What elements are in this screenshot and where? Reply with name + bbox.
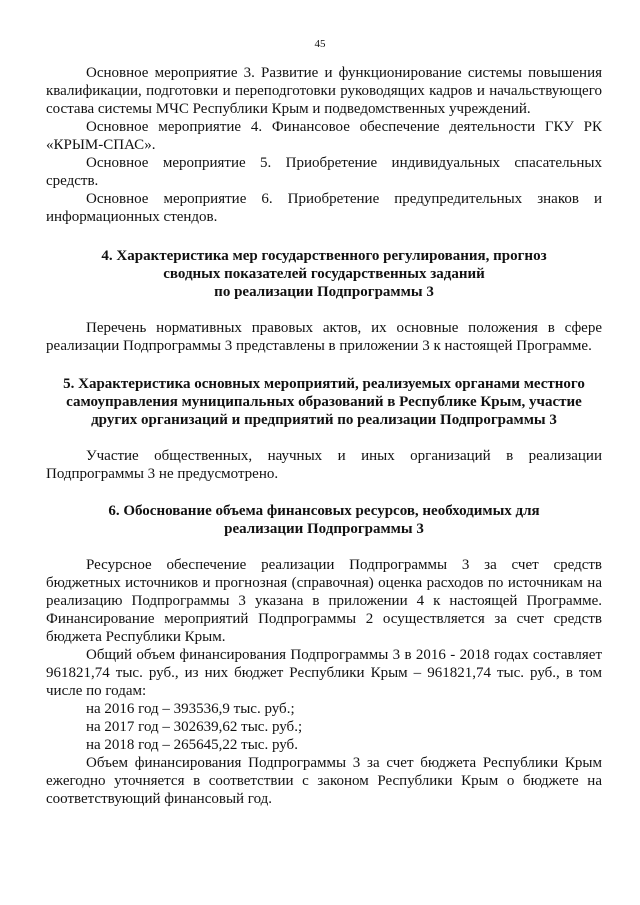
section-5-paragraph: Участие общественных, научных и иных организаций в реализации Подпрограммы 3 не предусмотрено. [46,448,602,482]
section-6-heading-line: 6. Обоснование объема финансовых ресурсов, необходимых для [108,503,540,519]
section-6-heading [46,502,602,538]
section-6-paragraph-annual: Объем финансирования Подпрограммы 3 за счет бюджета Республики Крым ежегодно уточняется в соответствии с законом Республики Крым о бюджете на соответствующий финансовый год. [46,755,602,807]
page-content [46,64,602,808]
page-number: 45 [314,38,326,50]
section-6-paragraph-total: Общий объем финансирования Подпрограммы 3 в 2016 - 2018 годах составляет 961821,74 тыс. руб., из них бюджет Республики Крым – 961821,74 тыс. руб., в том числе по годам: [46,647,602,699]
paragraph-activity-6: Основное мероприятие 6. Приобретение предупредительных знаков и информационных стендов. [46,191,602,225]
section-4-heading-line: сводных показателей государственных заданий [163,266,485,282]
funding-year-item: на 2018 год – 265645,22 тыс. руб. [86,737,298,753]
section-4-heading-line: по реализации Подпрограммы 3 [214,284,434,300]
section-5-heading-line: других организаций и предприятий по реализации Подпрограммы 3 [91,412,557,428]
paragraph-activity-3: Основное мероприятие 3. Развитие и функционирование системы повышения квалификации, подготовки и переподготовки руководящих кадров и начальствующего состава системы МЧС Республики Крым и подведомственных учреждений. [46,65,602,117]
section-4-heading-line: 4. Характеристика мер государственного регулирования, прогноз [101,248,547,264]
section-5-heading [46,375,602,429]
paragraph-activity-4: Основное мероприятие 4. Финансовое обеспечение деятельности ГКУ РК «КРЫМ-СПАС». [46,119,602,153]
paragraph-activity-5: Основное мероприятие 5. Приобретение индивидуальных спасательных средств. [46,155,602,189]
section-6-paragraph-resources: Ресурсное обеспечение реализации Подпрограммы 3 за счет средств бюджетных источников и прогнозная (справочная) оценка расходов по источникам на реализацию Подпрограммы 3 указана в приложении 4 к настоящей Программе. Финансирование мероприятий Подпрограммы 2 осуществляется за счет средств бюджета Республики Крым. [46,557,602,645]
section-5-heading-line: 5. Характеристика основных мероприятий, реализуемых органами местного [63,376,585,392]
section-5-heading-line: самоуправления муниципальных образований в Республике Крым, участие [66,394,582,410]
funding-year-item: на 2017 год – 302639,62 тыс. руб.; [86,719,303,735]
section-4-paragraph: Перечень нормативных правовых актов, их основные положения в сфере реализации Подпрограммы 3 представлены в приложении 3 к настоящей Программе. [46,320,602,354]
section-4-heading [46,247,602,301]
section-6-heading-line: реализации Подпрограммы 3 [224,521,424,537]
funding-year-item: на 2016 год – 393536,9 тыс. руб.; [86,701,295,717]
